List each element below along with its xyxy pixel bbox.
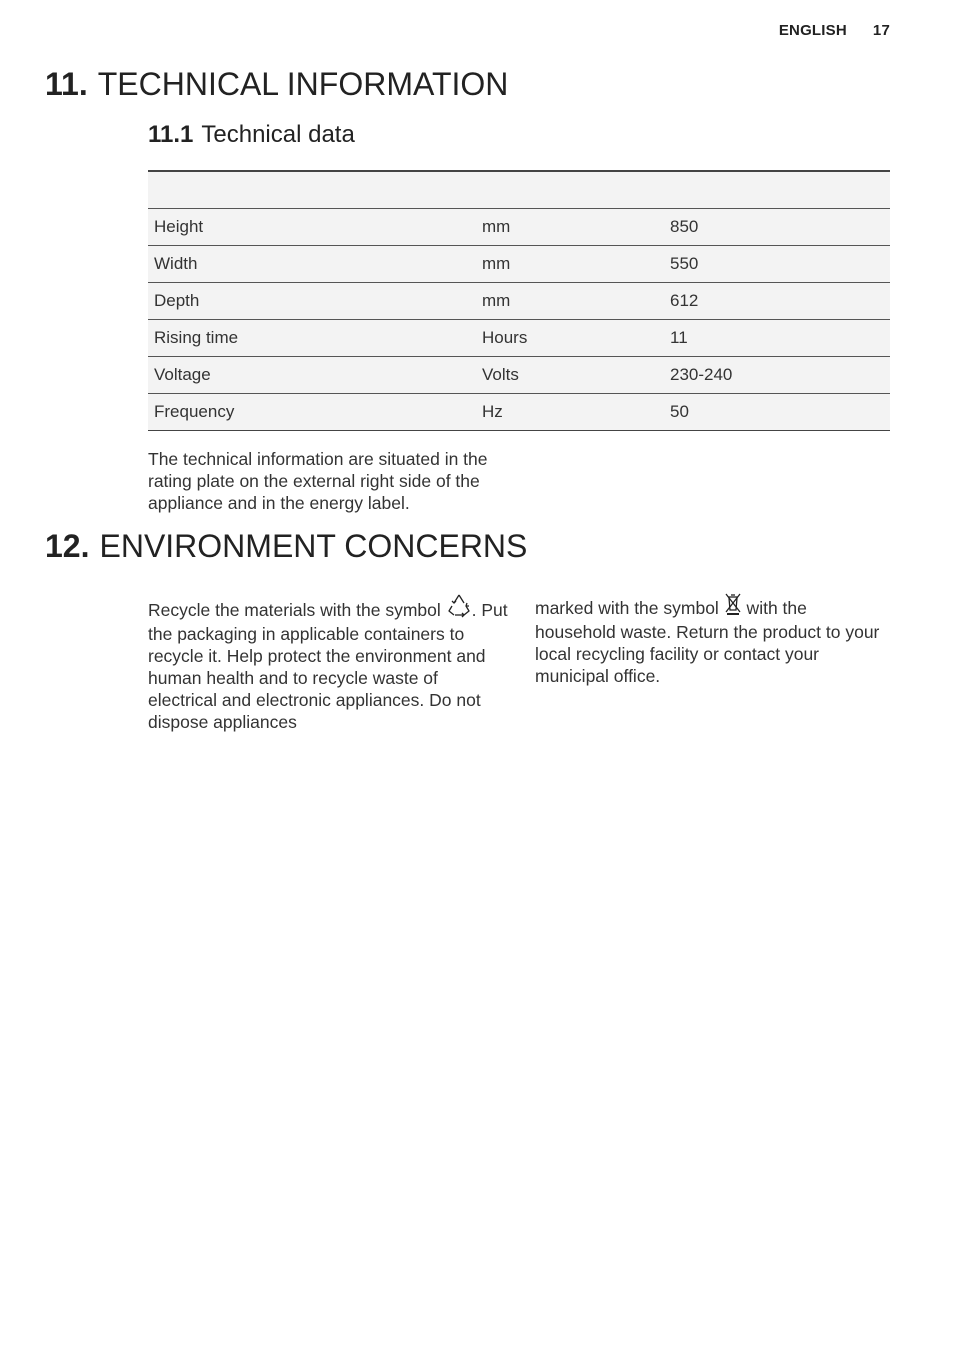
section-12-heading [45,528,527,565]
row-unit: mm [476,245,664,282]
section-11-number: 11. [45,66,88,102]
row-label: Voltage [148,356,476,393]
page-number: 17 [872,22,890,39]
row-value: 230-240 [664,356,890,393]
subsection-11-1-heading [148,121,355,149]
section-12-number: 12. [45,528,90,564]
crossed-bin-icon [724,592,742,621]
env-text-1a: Recycle the materials with the symbol [148,600,446,620]
environment-paragraph-1 [148,592,508,733]
row-label: Frequency [148,393,476,430]
row-label: Width [148,245,476,282]
environment-paragraph-2 [535,592,885,687]
section-12-title: ENVIRONMENT CONCERNS [99,528,528,564]
table-row [148,356,890,393]
technical-data-table [148,170,890,431]
row-unit: Hours [476,319,664,356]
row-label: Rising time [148,319,476,356]
row-value: 50 [664,393,890,430]
row-unit: mm [476,282,664,319]
header-language: ENGLISH [778,22,847,39]
row-label: Height [148,208,476,245]
subsection-title: Technical data [201,121,355,148]
table-row [148,208,890,245]
subsection-number: 11.1 [148,121,194,148]
table-header-row [148,171,890,208]
table-row [148,393,890,430]
recycle-icon [446,592,472,623]
row-unit: mm [476,208,664,245]
row-value: 850 [664,208,890,245]
row-label: Depth [148,282,476,319]
section-11-heading [45,66,508,103]
row-unit: Volts [476,356,664,393]
section-11-title: TECHNICAL INFORMATION [97,66,509,102]
env-text-1b: . Put the packaging in applicable containers to recycle it. Help protect the environment and human health and to recycle waste of electrical and electronic appliances. Do not dispose appliances [148,600,508,732]
running-header [779,22,890,39]
row-value: 612 [664,282,890,319]
env-text-2b: with the household waste. Return the product to your local recycling facility or contact your municipal office. [535,598,880,686]
table-row [148,245,890,282]
row-value: 11 [664,319,890,356]
technical-note: The technical information are situated in the rating plate on the external right side of the appliance and in the energy label. [148,449,488,513]
table-row [148,319,890,356]
row-unit: Hz [476,393,664,430]
table-row [148,282,890,319]
env-text-2a: marked with the symbol [535,598,724,618]
row-value: 550 [664,245,890,282]
